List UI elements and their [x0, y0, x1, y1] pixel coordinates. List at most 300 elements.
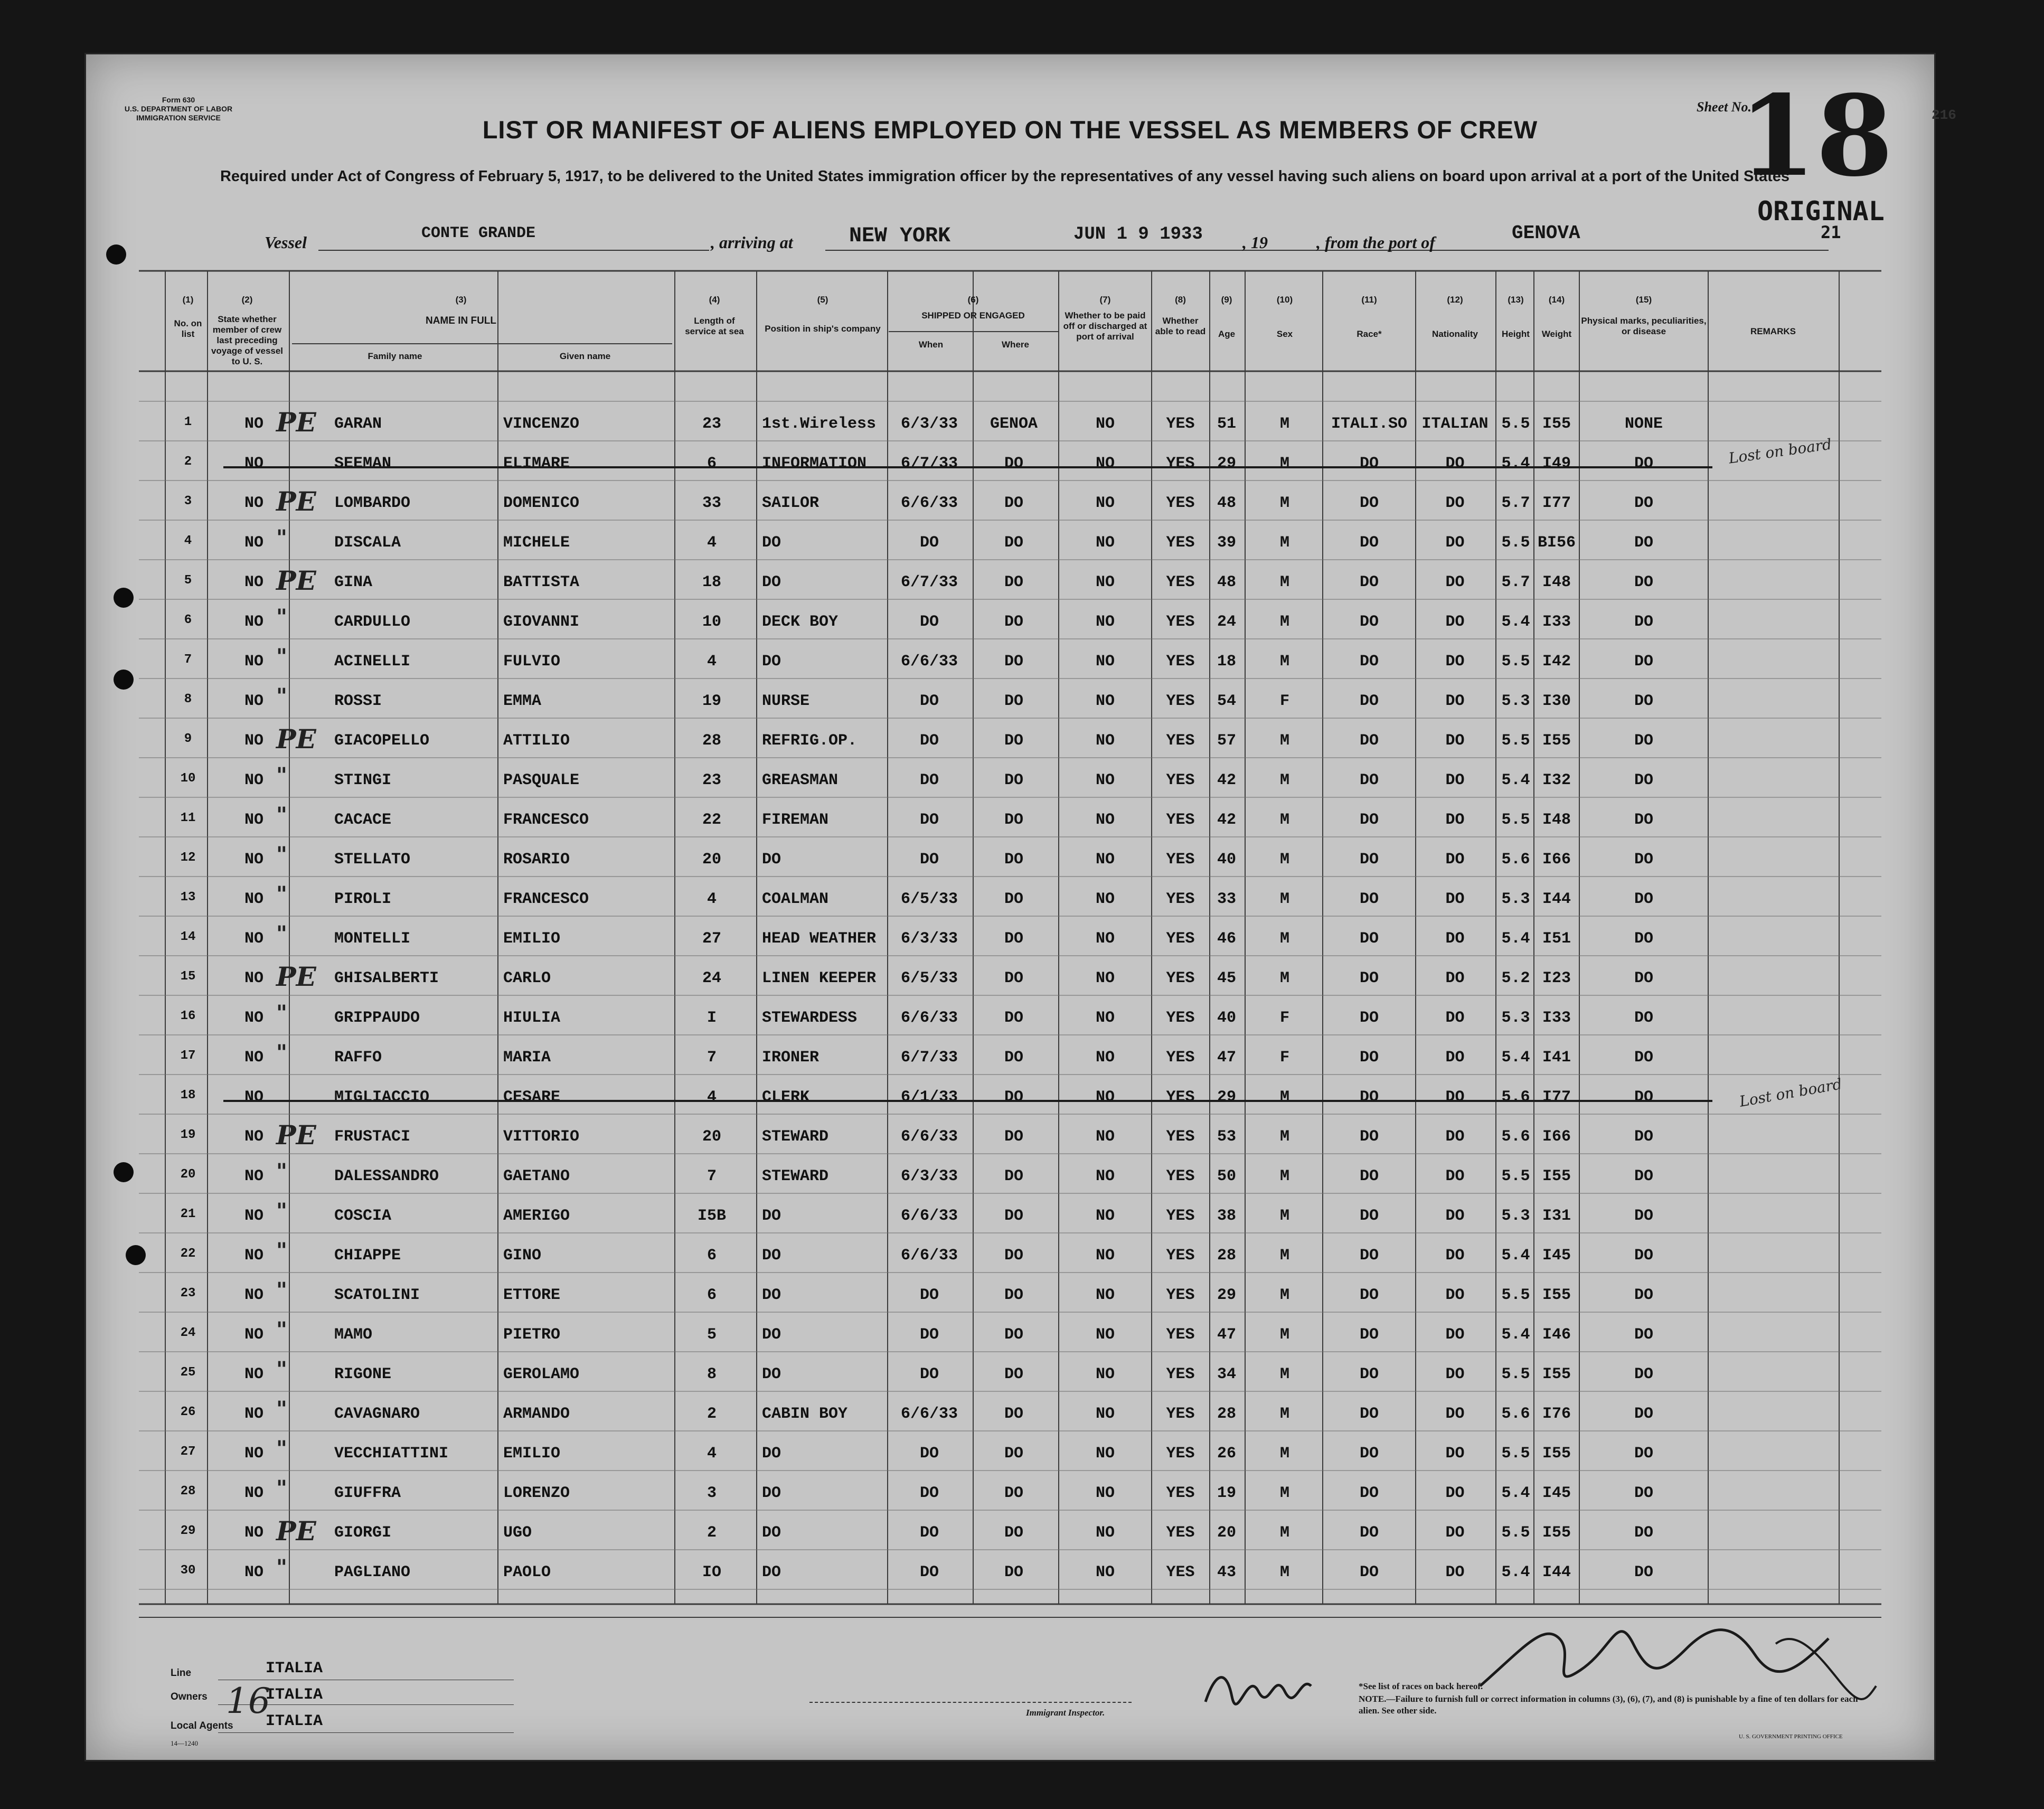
cell-position: STEWARD: [762, 1167, 829, 1185]
cell-height: 5.4: [1501, 1247, 1530, 1265]
from-port: GENOVA: [1512, 222, 1580, 244]
cell-age: 51: [1217, 415, 1236, 433]
cell-read: YES: [1166, 613, 1195, 631]
handwritten-mark: ": [276, 1199, 287, 1223]
cell-sex: M: [1279, 494, 1289, 512]
cell-where: DO: [1004, 494, 1023, 512]
header-paid-off: Whether to be paid off or discharged at port of arrival: [1063, 310, 1147, 342]
header-shipped: SHIPPED OR ENGAGED: [921, 310, 1025, 321]
cell-sex: M: [1279, 1484, 1289, 1502]
cell-where: DO: [1004, 1445, 1023, 1463]
handwritten-mark: ": [276, 1436, 287, 1461]
cell-state: NO: [244, 969, 264, 987]
cell-given: ARMANDO: [503, 1405, 570, 1423]
cell-position: FIREMAN: [762, 811, 829, 829]
page-title: LIST OR MANIFEST OF ALIENS EMPLOYED ON THE VESSEL AS MEMBERS OF CREW: [482, 116, 1538, 144]
cell-no: 25: [180, 1365, 196, 1380]
cell-when: 6/5/33: [900, 890, 958, 908]
cell-physical: DO: [1634, 534, 1653, 552]
strike-through-line: [223, 1100, 1712, 1102]
cell-when: DO: [919, 534, 939, 552]
cell-age: 42: [1217, 811, 1236, 829]
cell-no: 13: [180, 890, 196, 904]
year-label: , 19: [1242, 233, 1268, 252]
cell-paid-off: NO: [1095, 455, 1115, 473]
cell-state: NO: [244, 692, 264, 710]
cell-when: DO: [919, 811, 939, 829]
cell-where: DO: [1004, 692, 1023, 710]
cell-family: GIORGI: [334, 1524, 392, 1542]
cell-family: CAVAGNARO: [334, 1405, 420, 1423]
cell-position: DO: [762, 573, 781, 591]
remark-note-row-2: Lost on board: [1727, 435, 1833, 467]
cell-read: YES: [1166, 1405, 1195, 1423]
cell-read: YES: [1166, 1207, 1195, 1225]
cell-position: DO: [762, 1484, 781, 1502]
race-note: *See list of races on back hereof.: [1359, 1681, 1483, 1691]
cell-length: 20: [702, 851, 721, 869]
cell-paid-off: NO: [1095, 415, 1115, 433]
cell-where: DO: [1004, 811, 1023, 829]
cell-weight: I66: [1542, 1128, 1571, 1146]
handwritten-mark: ": [276, 1040, 287, 1065]
cell-weight: I42: [1542, 653, 1571, 671]
cell-weight: I33: [1542, 1009, 1571, 1027]
cell-when: DO: [919, 1445, 939, 1463]
cell-physical: DO: [1634, 692, 1653, 710]
cell-race: DO: [1359, 573, 1379, 591]
cell-no: 24: [180, 1326, 196, 1340]
cell-physical: DO: [1634, 1128, 1653, 1146]
cell-given: AMERIGO: [503, 1207, 570, 1225]
cell-physical: DO: [1634, 1207, 1653, 1225]
cell-where: DO: [1004, 851, 1023, 869]
cell-nationality: DO: [1445, 1009, 1465, 1027]
cell-physical: DO: [1634, 732, 1653, 750]
cell-where: DO: [1004, 1009, 1023, 1027]
sheet-number: 18: [1739, 71, 1894, 201]
cell-paid-off: NO: [1095, 1207, 1115, 1225]
cell-nationality: DO: [1445, 653, 1465, 671]
cell-when: DO: [919, 1326, 939, 1344]
handwritten-mark: ": [276, 1476, 287, 1501]
cell-family: SEEMAN: [334, 455, 392, 473]
cell-physical: DO: [1634, 890, 1653, 908]
cell-state: NO: [244, 811, 264, 829]
cell-height: 5.5: [1501, 1524, 1530, 1542]
cell-weight: I51: [1542, 930, 1571, 948]
cell-position: DO: [762, 851, 781, 869]
original-stamp: ORIGINAL: [1757, 196, 1885, 227]
cell-when: DO: [919, 1563, 939, 1581]
cell-age: 28: [1217, 1405, 1236, 1423]
cell-length: 4: [707, 1445, 717, 1463]
colnum-2: (2): [241, 295, 253, 305]
cell-state: NO: [244, 455, 264, 473]
cell-when: 6/5/33: [900, 969, 958, 987]
cell-physical: DO: [1634, 1088, 1653, 1106]
cell-race: DO: [1359, 851, 1379, 869]
cell-age: 24: [1217, 613, 1236, 631]
cell-age: 20: [1217, 1524, 1236, 1542]
cell-race: DO: [1359, 1445, 1379, 1463]
cell-height: 5.5: [1501, 1365, 1530, 1383]
cell-height: 5.5: [1501, 1167, 1530, 1185]
cell-no: 26: [180, 1405, 196, 1419]
cell-where: DO: [1004, 771, 1023, 789]
cell-age: 34: [1217, 1365, 1236, 1383]
colnum-4: (4): [709, 295, 720, 305]
cell-nationality: DO: [1445, 930, 1465, 948]
cell-paid-off: NO: [1095, 692, 1115, 710]
cell-no: 10: [180, 771, 196, 786]
cell-read: YES: [1166, 1326, 1195, 1344]
cell-race: DO: [1359, 1286, 1379, 1304]
cell-read: YES: [1166, 1563, 1195, 1581]
handwritten-mark: PE: [276, 565, 316, 596]
cell-paid-off: NO: [1095, 573, 1115, 591]
cell-position: DO: [762, 1524, 781, 1542]
cell-age: 46: [1217, 930, 1236, 948]
cell-height: 5.4: [1501, 613, 1530, 631]
cell-given: FRANCESCO: [503, 811, 589, 829]
cell-nationality: DO: [1445, 969, 1465, 987]
cell-when: DO: [919, 732, 939, 750]
cell-sex: M: [1279, 771, 1289, 789]
cell-when: DO: [919, 1286, 939, 1304]
cell-no: 8: [184, 692, 192, 706]
cell-physical: DO: [1634, 455, 1653, 473]
cell-height: 5.7: [1501, 494, 1530, 512]
cell-when: 6/6/33: [900, 494, 958, 512]
handwritten-mark: PE: [276, 961, 316, 992]
cell-race: DO: [1359, 1247, 1379, 1265]
cell-where: DO: [1004, 1524, 1023, 1542]
cell-where: DO: [1004, 653, 1023, 671]
cell-read: YES: [1166, 1247, 1195, 1265]
cell-state: NO: [244, 1286, 264, 1304]
cell-given: PASQUALE: [503, 771, 580, 789]
cell-position: INFORMATION: [762, 455, 867, 473]
handwritten-mark: ": [276, 803, 287, 827]
cell-state: NO: [244, 930, 264, 948]
cell-where: GENOA: [990, 415, 1038, 433]
cell-physical: DO: [1634, 1167, 1653, 1185]
header-nationality: Nationality: [1432, 329, 1478, 339]
cell-paid-off: NO: [1095, 1326, 1115, 1344]
cell-weight: I55: [1542, 1524, 1571, 1542]
cell-given: GINO: [503, 1247, 542, 1265]
cell-length: 6: [707, 1286, 717, 1304]
cell-read: YES: [1166, 573, 1195, 591]
form-number: Form 630: [162, 96, 195, 104]
cell-no: 29: [180, 1524, 196, 1538]
cell-weight: I45: [1542, 1484, 1571, 1502]
header-race: Race*: [1357, 329, 1382, 339]
cell-given: ATTILIO: [503, 732, 570, 750]
cell-position: NURSE: [762, 692, 810, 710]
cell-family: CARDULLO: [334, 613, 411, 631]
cell-sex: M: [1279, 851, 1289, 869]
cell-when: 6/6/33: [900, 1405, 958, 1423]
cell-when: 6/6/33: [900, 1247, 958, 1265]
cell-no: 3: [184, 494, 192, 508]
cell-sex: M: [1279, 811, 1289, 829]
penalty-note: NOTE.—Failure to furnish full or correct information in columns (3), (6), (7), and (8) is punishable by a fine of ten dollars for each alien. See other side.: [1359, 1694, 1858, 1716]
cell-when: DO: [919, 1484, 939, 1502]
cell-position: DO: [762, 653, 781, 671]
cell-sex: M: [1279, 1326, 1289, 1344]
cell-weight: I55: [1542, 1167, 1571, 1185]
cell-sex: M: [1279, 1247, 1289, 1265]
cell-length: 7: [707, 1049, 717, 1067]
cell-paid-off: NO: [1095, 1009, 1115, 1027]
handwritten-mark: PE: [276, 486, 316, 517]
cell-weight: I55: [1542, 732, 1571, 750]
cell-position: HEAD WEATHER: [762, 930, 877, 948]
punch-hole: [126, 1245, 146, 1265]
handwritten-mark: ": [276, 1317, 287, 1342]
arrival-date: JUN 1 9 1933: [1073, 224, 1203, 244]
cell-weight: I55: [1542, 415, 1571, 433]
cell-no: 22: [180, 1247, 196, 1261]
cell-family: CHIAPPE: [334, 1247, 401, 1265]
cell-state: NO: [244, 1563, 264, 1581]
cell-weight: I32: [1542, 771, 1571, 789]
cell-family: MONTELLI: [334, 930, 411, 948]
cell-length: 4: [707, 534, 717, 552]
cell-given: UGO: [503, 1524, 532, 1542]
inspector-rule: [809, 1702, 1132, 1703]
header-when: When: [918, 340, 944, 350]
handwritten-mark: ": [276, 1159, 287, 1184]
cell-physical: DO: [1634, 653, 1653, 671]
cell-physical: DO: [1634, 573, 1653, 591]
cell-sex: M: [1279, 1524, 1289, 1542]
cell-state: NO: [244, 1247, 264, 1265]
cell-length: 27: [702, 930, 721, 948]
colnum-5: (5): [817, 295, 828, 305]
inspector-signature: [1459, 1543, 1881, 1712]
cell-no: 2: [184, 455, 192, 469]
cell-paid-off: NO: [1095, 930, 1115, 948]
cell-age: 48: [1217, 573, 1236, 591]
cell-race: DO: [1359, 1524, 1379, 1542]
cell-state: NO: [244, 1445, 264, 1463]
cell-family: GIACOPELLO: [334, 732, 430, 750]
cell-no: 16: [180, 1009, 196, 1023]
cell-length: 28: [702, 732, 721, 750]
cell-position: CLERK: [762, 1088, 810, 1106]
cell-position: DO: [762, 1445, 781, 1463]
cell-position: IRONER: [762, 1049, 820, 1067]
cell-family: DALESSANDRO: [334, 1167, 439, 1185]
cell-height: 5.5: [1501, 1286, 1530, 1304]
cell-race: DO: [1359, 1088, 1379, 1106]
cell-when: 6/7/33: [900, 1049, 958, 1067]
agents-label: Local Agents: [171, 1720, 233, 1731]
cell-paid-off: NO: [1095, 1445, 1115, 1463]
cell-race: DO: [1359, 1326, 1379, 1344]
cell-age: 33: [1217, 890, 1236, 908]
handwritten-mark: PE: [276, 723, 316, 755]
colnum-3: (3): [455, 295, 467, 305]
header-remarks: REMARKS: [1750, 326, 1796, 336]
cell-when: DO: [919, 613, 939, 631]
cell-physical: DO: [1634, 1286, 1653, 1304]
cell-state: NO: [244, 1049, 264, 1067]
manifest-sheet: [84, 53, 1956, 1761]
cell-no: 14: [180, 930, 196, 944]
cell-paid-off: NO: [1095, 811, 1115, 829]
cell-sex: M: [1279, 1286, 1289, 1304]
handwritten-mark: ": [276, 1555, 287, 1580]
cell-family: STELLATO: [334, 851, 411, 869]
cell-given: FULVIO: [503, 653, 561, 671]
cell-read: YES: [1166, 1524, 1195, 1542]
cell-when: 6/6/33: [900, 1128, 958, 1146]
cell-length: 22: [702, 811, 721, 829]
cell-read: YES: [1166, 653, 1195, 671]
cell-race: DO: [1359, 455, 1379, 473]
header-given-name: Given name: [559, 351, 611, 361]
cell-age: 42: [1217, 771, 1236, 789]
sheet-label: Sheet No.: [1697, 99, 1751, 115]
cell-length: 5: [707, 1326, 717, 1344]
header-where: Where: [1002, 340, 1029, 350]
cell-sex: M: [1279, 1207, 1289, 1225]
cell-nationality: DO: [1445, 890, 1465, 908]
cell-length: 8: [707, 1365, 717, 1383]
cell-nationality: DO: [1445, 1128, 1465, 1146]
cell-when: DO: [919, 692, 939, 710]
cell-height: 5.2: [1501, 969, 1530, 987]
cell-given: EMILIO: [503, 930, 561, 948]
cell-paid-off: NO: [1095, 1167, 1115, 1185]
cell-height: 5.5: [1501, 653, 1530, 671]
cell-sex: M: [1279, 415, 1289, 433]
cell-paid-off: NO: [1095, 771, 1115, 789]
cell-paid-off: NO: [1095, 1049, 1115, 1067]
cell-read: YES: [1166, 771, 1195, 789]
cell-physical: DO: [1634, 930, 1653, 948]
cell-read: YES: [1166, 415, 1195, 433]
cell-paid-off: NO: [1095, 613, 1115, 631]
cell-weight: I30: [1542, 692, 1571, 710]
cell-read: YES: [1166, 732, 1195, 750]
cell-family: DISCALA: [334, 534, 401, 552]
cell-state: NO: [244, 1009, 264, 1027]
cell-race: DO: [1359, 771, 1379, 789]
cell-age: 29: [1217, 1088, 1236, 1106]
cell-race: DO: [1359, 494, 1379, 512]
cell-nationality: DO: [1445, 1445, 1465, 1463]
cell-where: DO: [1004, 890, 1023, 908]
header-able-read: Whether able to read: [1155, 316, 1206, 336]
cell-no: 18: [180, 1088, 196, 1103]
handwritten-mark: ": [276, 1357, 287, 1382]
cell-state: NO: [244, 653, 264, 671]
cell-age: 57: [1217, 732, 1236, 750]
cell-given: GIOVANNI: [503, 613, 580, 631]
cell-position: CABIN BOY: [762, 1405, 848, 1423]
cell-where: DO: [1004, 1326, 1023, 1344]
stamp-21: 21: [1821, 222, 1841, 242]
cell-age: 26: [1217, 1445, 1236, 1463]
cell-read: YES: [1166, 1167, 1195, 1185]
cell-race: DO: [1359, 1405, 1379, 1423]
cell-height: 5.5: [1501, 1445, 1530, 1463]
cell-where: DO: [1004, 1128, 1023, 1146]
cell-sex: M: [1279, 930, 1289, 948]
cell-state: NO: [244, 1365, 264, 1383]
cell-race: DO: [1359, 930, 1379, 948]
cell-where: DO: [1004, 1167, 1023, 1185]
arrival-port: NEW YORK: [849, 224, 951, 248]
cell-family: GARAN: [334, 415, 382, 433]
cell-sex: M: [1279, 573, 1289, 591]
cell-age: 40: [1217, 1009, 1236, 1027]
cell-physical: DO: [1634, 1524, 1653, 1542]
cell-paid-off: NO: [1095, 1128, 1115, 1146]
cell-physical: DO: [1634, 1049, 1653, 1067]
cell-no: 11: [180, 811, 196, 825]
cell-family: FRUSTACI: [334, 1128, 411, 1146]
cell-nationality: DO: [1445, 1326, 1465, 1344]
cell-family: LOMBARDO: [334, 494, 411, 512]
cell-read: YES: [1166, 969, 1195, 987]
cell-nationality: DO: [1445, 1563, 1465, 1581]
cell-family: MIGLIACCIO: [334, 1088, 430, 1106]
cell-weight: I48: [1542, 573, 1571, 591]
cell-given: ROSARIO: [503, 851, 570, 869]
cell-position: DO: [762, 1286, 781, 1304]
cell-no: 7: [184, 653, 192, 667]
cell-no: 20: [180, 1167, 196, 1182]
cell-given: ETTORE: [503, 1286, 561, 1304]
cell-position: DO: [762, 1563, 781, 1581]
cell-race: DO: [1359, 890, 1379, 908]
cell-read: YES: [1166, 455, 1195, 473]
cell-age: 54: [1217, 692, 1236, 710]
cell-length: I5B: [697, 1207, 726, 1225]
cell-sex: F: [1279, 692, 1289, 710]
cell-no: 5: [184, 573, 192, 588]
cell-weight: I46: [1542, 1326, 1571, 1344]
cell-state: NO: [244, 1484, 264, 1502]
from-rule: [1470, 250, 1829, 251]
cell-height: 5.4: [1501, 1326, 1530, 1344]
cell-race: DO: [1359, 1207, 1379, 1225]
punch-hole: [114, 1162, 134, 1182]
cell-length: 2: [707, 1405, 717, 1423]
cell-sex: M: [1279, 455, 1289, 473]
owners-label: Owners: [171, 1691, 208, 1702]
cell-height: 5.5: [1501, 811, 1530, 829]
cell-position: DO: [762, 1207, 781, 1225]
cell-paid-off: NO: [1095, 1524, 1115, 1542]
cell-no: 27: [180, 1445, 196, 1459]
cell-no: 30: [180, 1563, 196, 1578]
colnum-15: (15): [1635, 295, 1652, 305]
cell-read: YES: [1166, 1286, 1195, 1304]
colnum-13: (13): [1508, 295, 1524, 305]
colnum-12: (12): [1447, 295, 1463, 305]
cell-position: DECK BOY: [762, 613, 839, 631]
cell-where: DO: [1004, 1365, 1023, 1383]
colnum-8: (8): [1175, 295, 1186, 305]
handwritten-mark: ": [276, 1397, 287, 1421]
